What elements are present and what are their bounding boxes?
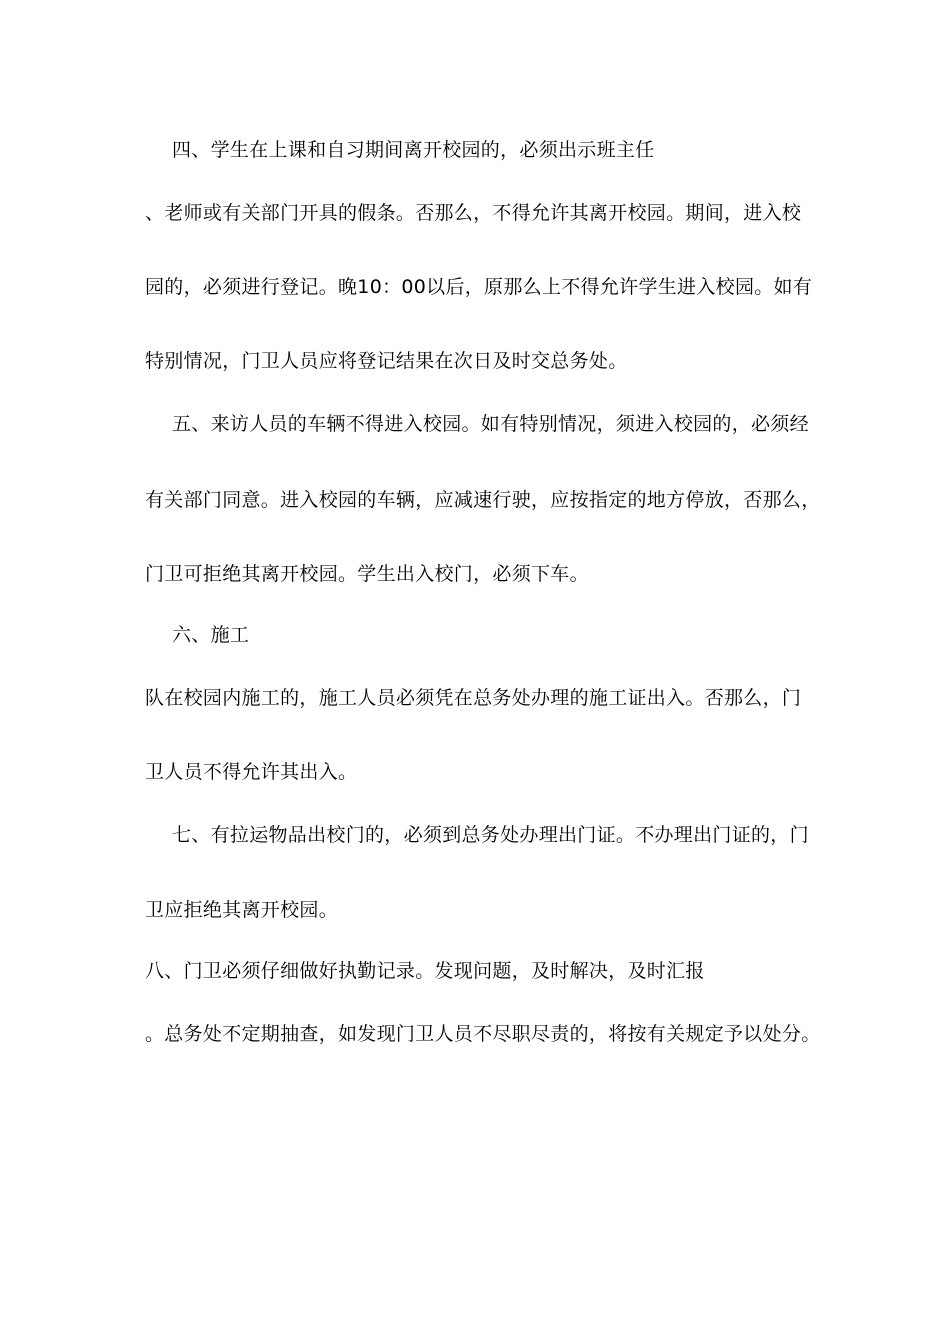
paragraph-line: 有关部门同意。进入校园的车辆，应减速行驶，应按指定的地方停放，否那么， <box>145 489 821 511</box>
paragraph-line: 卫应拒绝其离开校园。 <box>145 899 339 921</box>
paragraph-line: 七、有拉运物品出校门的，必须到总务处办理出门证。不办理出门证的，门 <box>172 824 809 846</box>
paragraph-line: 六、施工 <box>172 624 250 646</box>
paragraph-line: 队在校园内施工的，施工人员必须凭在总务处办理的施工证出入。否那么，门 <box>145 687 802 709</box>
paragraph-line: 四、学生在上课和自习期间离开校园的，必须出示班主任 <box>172 139 655 161</box>
paragraph-line: 特别情况，门卫人员应将登记结果在次日及时交总务处。 <box>145 350 628 372</box>
paragraph-line: 卫人员不得允许其出入。 <box>145 761 358 783</box>
paragraph-line: 园的，必须进行登记。晚10：00以后，原那么上不得允许学生进入校园。如有 <box>145 276 813 298</box>
paragraph-line: 五、来访人员的车辆不得进入校园。如有特别情况，须进入校园的，必须经 <box>172 413 809 435</box>
paragraph-line: 八、门卫必须仔细做好执勤记录。发现问题，及时解决，及时汇报 <box>145 960 705 982</box>
paragraph-line: 、老师或有关部门开具的假条。否那么，不得允许其离开校园。期间，进入校 <box>145 202 802 224</box>
paragraph-line: 。总务处不定期抽查，如发现门卫人员不尽职尽责的，将按有关规定予以处分。 <box>145 1023 821 1045</box>
paragraph-line: 门卫可拒绝其离开校园。学生出入校门，必须下车。 <box>145 563 589 585</box>
